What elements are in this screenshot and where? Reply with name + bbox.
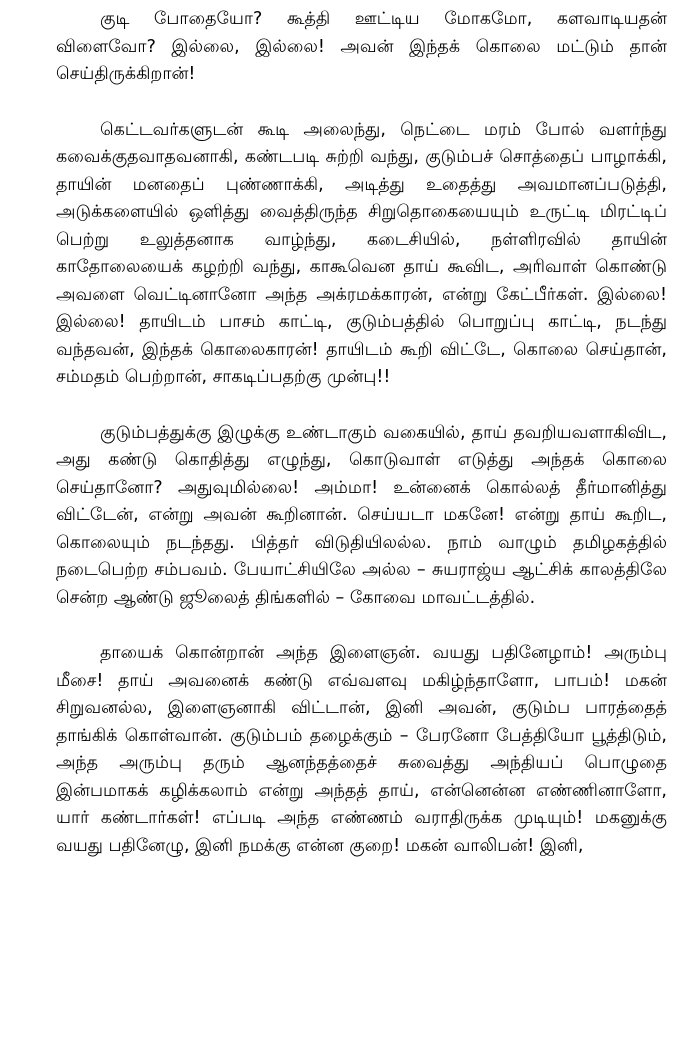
paragraph-4: தாயைக் கொன்றான் அந்த இளைஞன். வயது பதினேழாம்! அரும்பு மீசை! தாய் அவனைக் கண்டு எவ்வளவு மகிழ்ந்தாளோ, பாபம்! மகன் சிறுவனல்ல, இளைஞனாகி விட்டான், இனி அவன், குடும்ப பாரத்தைத் தாங்கிக் கொள்வான். குடும்பம் தழைக்கும் – பேரனோ பேத்தியோ பூத்திடும், அந்த அரும்பு தரும் ஆனந்தத்தைச் சுவைத்து அந்தியப் பொழுதை இன்பமாகக் கழிக்கலாம் என்று அந்தத் தாய், என்னென்ன எண்ணினாளோ, யார் கண்டார்கள்! எப்படி அந்த எண்ணம் வராதிருக்க முடியும்! மகனுக்கு வயது பதினேழு, இனி நமக்கு என்ன குறை! மகன் வாலிபன்! இனி, <box>56 643 667 856</box>
paragraph-3: குடும்பத்துக்கு இழுக்கு உண்டாகும் வகையில், தாய் தவறியவளாகிவிட, அது கண்டு கொதித்து எழுந்து, கொடுவாள் எடுத்து அந்தக் கொலை செய்தானோ? அதுவுமில்லை! அம்மா! உன்னைக் கொல்லத் தீர்மானித்து விட்டேன், என்று அவன் கூறினான். செய்யடா மகனே! என்று தாய் கூறிட, கொலையும் நடந்தது. பித்தர் விடுதியிலல்ல. நாம் வாழும் தமிழகத்தில் நடைபெற்ற சம்பவம். பேயாட்சியிலே அல்ல – சுயராஜ்ய ஆட்சிக் காலத்திலே சென்ற ஆண்டு ஜூலைத் திங்களில் – கோவை மாவட்டத்தில். <box>56 422 667 608</box>
paragraph-1: குடி போதையோ? கூத்தி ஊட்டிய மோகமோ, களவாடியதன் விளைவோ? இல்லை, இல்லை! அவன் இந்தக் கொலை மட்டும் தான் செய்திருக்கிறான்! <box>56 9 667 84</box>
paragraph-2: கெட்டவர்களுடன் கூடி அலைந்து, நெட்டை மரம் போல் வளர்ந்து கவைக்குதவாதவனாகி, கண்டபடி சுற்றி வந்து, குடும்பச் சொத்தைப் பாழாக்கி, தாயின் மனதைப் புண்ணாக்கி, அடித்து உதைத்து அவமானப்படுத்தி, அடுக்களையில் ஒளித்து வைத்திருந்த சிறுதொகையையும் உருட்டி மிரட்டிப் பெற்று உலுத்தனாக வாழ்ந்து, கடைசியில், நள்ளிரவில் தாயின் காதோலையைக் கழற்றி வந்து, காகூவென தாய் கூவிட, அரிவாள் கொண்டு அவளை வெட்டினானோ அந்த அக்ரமக்காரன், என்று கேட்பீர்கள். இல்லை! இல்லை! தாயிடம் பாசம் காட்டி, குடும்பத்தில் பொறுப்பு காட்டி, நடந்து வந்தவன், இந்தக் கொலைகாரன்! தாயிடம் கூறி விட்டே, கொலை செய்தான், சம்மதம் பெற்றான், சாகடிப்பதற்கு முன்பு!! <box>56 119 667 387</box>
